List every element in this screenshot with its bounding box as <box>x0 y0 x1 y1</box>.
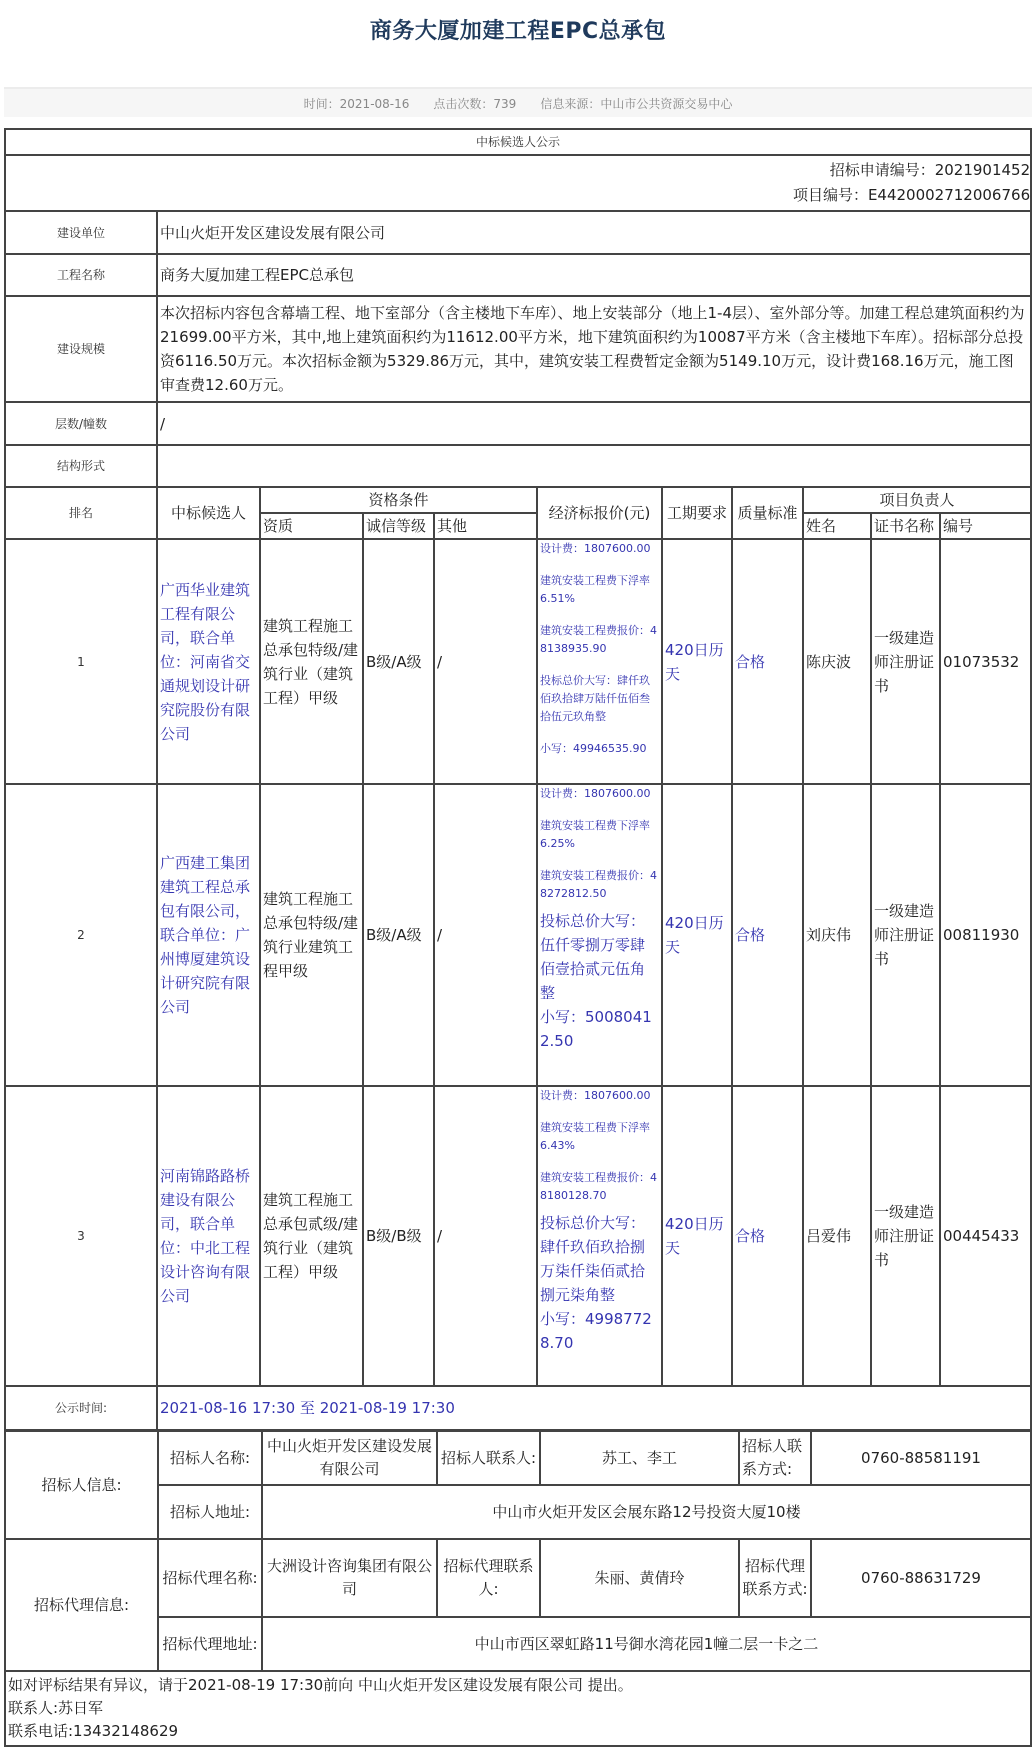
tenderer-contact-label: 招标人联系人: <box>437 1431 540 1485</box>
contact-info-table <box>4 1430 1032 1747</box>
objection-notice <box>5 1671 1031 1746</box>
field-label: 工程名称 <box>5 254 157 296</box>
candidate-price <box>537 784 662 1086</box>
field-value: 商务大厦加建工程EPC总承包 <box>157 254 1031 296</box>
manager-name: 刘庆伟 <box>803 784 871 1086</box>
header-rank: 排名 <box>5 487 157 539</box>
candidate-qualification: 建筑工程施工总承包特级/建筑行业（建筑工程）甲级 <box>260 539 363 784</box>
header-cert: 证书名称 <box>871 513 940 539</box>
manager-cert: 一级建造师注册证书 <box>871 784 940 1086</box>
table-caption: 中标候选人公示 <box>5 129 1031 155</box>
agent-contact-label: 招标代理联系人: <box>437 1539 540 1617</box>
candidate-row <box>5 1086 1031 1386</box>
manager-cert-no: 00445433 <box>940 1086 1031 1386</box>
field-row <box>5 254 1031 296</box>
candidate-period: 420日历天 <box>662 1086 732 1386</box>
tenderer-phone: 0760-88581191 <box>811 1431 1031 1485</box>
install-quote: 建筑安装工程费报价：48138935.90 <box>540 624 657 655</box>
candidate-quality: 合格 <box>732 1086 803 1386</box>
design-fee: 设计费：1807600.00 <box>540 1089 651 1102</box>
candidate-header-row <box>5 487 1031 513</box>
discount-rate: 建筑安装工程费下浮率6.25% <box>540 819 650 850</box>
candidate-name-link[interactable]: 广西建工集团建筑工程总承包有限公司，联合单位：广州博厦建筑设计研究院有限公司 <box>157 784 260 1086</box>
field-row <box>5 296 1031 402</box>
candidate-name-link[interactable]: 河南锦路路桥建设有限公司，联合单位：中北工程设计咨询有限公司 <box>157 1086 260 1386</box>
candidate-qualification: 建筑工程施工总承包贰级/建筑行业（建筑工程）甲级 <box>260 1086 363 1386</box>
candidate-price <box>537 539 662 784</box>
publicity-period: 2021-08-16 17:30 至 2021-08-19 17:30 <box>157 1386 1031 1430</box>
field-label: 层数/幢数 <box>5 402 157 445</box>
total-in-words: 投标总价大写：伍仟零捌万零肆佰壹拾贰元伍角整 <box>540 912 646 1002</box>
candidate-rank: 2 <box>5 784 157 1086</box>
project-number: 项目编号：E4420002712006766 <box>792 186 1031 204</box>
design-fee: 设计费：1807600.00 <box>540 787 651 800</box>
candidate-quality: 合格 <box>732 539 803 784</box>
agent-name-label: 招标代理名称: <box>158 1539 262 1617</box>
design-fee: 设计费：1807600.00 <box>540 542 651 555</box>
candidate-period: 420日历天 <box>662 784 732 1086</box>
total-number: 小写：50080412.50 <box>540 1008 652 1050</box>
total-in-words: 投标总价大写：肆仟玖佰玖拾捌万柒仟柒佰贰拾捌元柒角整 <box>540 1214 646 1304</box>
agent-phone-label: 招标代理联系方式: <box>739 1539 811 1617</box>
candidate-other: / <box>434 539 537 784</box>
field-value <box>157 445 1031 487</box>
candidate-credit: B级/A级 <box>363 539 434 784</box>
tenderer-name-label: 招标人名称: <box>158 1431 262 1485</box>
header-qualification: 资质 <box>260 513 363 539</box>
candidate-quality: 合格 <box>732 784 803 1086</box>
header-other: 其他 <box>434 513 537 539</box>
header-candidate: 中标候选人 <box>157 487 260 539</box>
header-credit: 诚信等级 <box>363 513 434 539</box>
candidate-qualification: 建筑工程施工总承包特级/建筑行业建筑工程甲级 <box>260 784 363 1086</box>
meta-bar <box>4 87 1032 117</box>
tenderer-name: 中山火炬开发区建设发展有限公司 <box>262 1431 437 1485</box>
tenderer-contact: 苏工、李工 <box>540 1431 739 1485</box>
announcement-table <box>4 128 1032 1431</box>
notice-text: 如对评标结果有异议，请于2021-08-19 17:30前向 中山火炬开发区建设发展有限公司 提出。 <box>8 1676 633 1694</box>
candidate-other: / <box>434 784 537 1086</box>
notice-phone: 联系电话:13432148629 <box>8 1722 179 1740</box>
total-in-words: 投标总价大写：肆仟玖佰玖拾肆万陆仟伍佰叁拾伍元玖角整 <box>540 674 650 723</box>
total-number: 小写：49946535.90 <box>540 742 647 755</box>
field-value: / <box>157 402 1031 445</box>
info-source: 信息来源：中山市公共资源交易中心 <box>540 96 733 111</box>
candidate-rank: 3 <box>5 1086 157 1386</box>
header-number: 编号 <box>940 513 1031 539</box>
agent-contact: 朱丽、黄倩玲 <box>540 1539 739 1617</box>
header-period: 工期要求 <box>662 487 732 539</box>
manager-name: 吕爱伟 <box>803 1086 871 1386</box>
publish-time: 时间：2021-08-16 <box>303 96 410 111</box>
header-quality: 质量标准 <box>732 487 803 539</box>
agent-address-label: 招标代理地址: <box>158 1617 262 1671</box>
manager-cert: 一级建造师注册证书 <box>871 539 940 784</box>
tenderer-address: 中山市火炬开发区会展东路12号投资大厦10楼 <box>262 1485 1031 1539</box>
install-quote: 建筑安装工程费报价：48180128.70 <box>540 1171 657 1202</box>
candidate-other: / <box>434 1086 537 1386</box>
tenderer-address-label: 招标人地址: <box>158 1485 262 1539</box>
manager-cert-no: 01073532 <box>940 539 1031 784</box>
click-count: 点击次数：739 <box>433 96 517 111</box>
field-row <box>5 211 1031 254</box>
install-quote: 建筑安装工程费报价：48272812.50 <box>540 869 657 900</box>
publicity-label: 公示时间: <box>5 1386 157 1430</box>
field-label: 结构形式 <box>5 445 157 487</box>
application-number: 招标申请编号：2021901452 <box>829 161 1031 179</box>
publicity-row <box>5 1386 1031 1430</box>
candidate-rank: 1 <box>5 539 157 784</box>
manager-cert: 一级建造师注册证书 <box>871 1086 940 1386</box>
field-label: 建设规模 <box>5 296 157 402</box>
field-label: 建设单位 <box>5 211 157 254</box>
field-row <box>5 445 1031 487</box>
candidate-row <box>5 539 1031 784</box>
header-qualification-group: 资格条件 <box>260 487 537 513</box>
header-name: 姓名 <box>803 513 871 539</box>
notice-contact: 联系人:苏日军 <box>8 1699 104 1717</box>
tenderer-section-label: 招标人信息: <box>5 1431 158 1539</box>
agent-section-label: 招标代理信息: <box>5 1539 158 1671</box>
agent-address: 中山市西区翠虹路11号御水湾花园1幢二层一卡之二 <box>262 1617 1031 1671</box>
project-numbers <box>5 155 1031 211</box>
candidate-name-link[interactable]: 广西华业建筑工程有限公司，联合单位：河南省交通规划设计研究院股份有限公司 <box>157 539 260 784</box>
manager-cert-no: 00811930 <box>940 784 1031 1086</box>
header-price: 经济标报价(元) <box>537 487 662 539</box>
total-number: 小写：49987728.70 <box>540 1310 652 1352</box>
candidate-row <box>5 784 1031 1086</box>
candidate-credit: B级/A级 <box>363 784 434 1086</box>
agent-phone: 0760-88631729 <box>811 1539 1031 1617</box>
field-value: 中山火炬开发区建设发展有限公司 <box>157 211 1031 254</box>
field-row <box>5 402 1031 445</box>
page-title: 商务大厦加建工程EPC总承包 <box>369 19 667 44</box>
candidate-price <box>537 1086 662 1386</box>
header-manager-group: 项目负责人 <box>803 487 1031 513</box>
manager-name: 陈庆波 <box>803 539 871 784</box>
agent-name: 大洲设计咨询集团有限公司 <box>262 1539 437 1617</box>
tenderer-phone-label: 招标人联系方式: <box>739 1431 811 1485</box>
field-value: 本次招标内容包含幕墙工程、地下室部分（含主楼地下车库）、地上安装部分（地上1-4层）、室外部分等。加建工程总建筑面积约为21699.00平方米，其中,地上建筑面积约为11612.00平方米，地下建筑面积约为10087平方米（含主楼地下车库）。招标部分总投资6116.50万元。本次招标金额为5329.86万元，其中，建筑安装工程费暂定金额为5149.10万元，设计费168.16万元，施工图审查费12.60万元。 <box>157 296 1031 402</box>
discount-rate: 建筑安装工程费下浮率6.43% <box>540 1121 650 1152</box>
candidate-period: 420日历天 <box>662 539 732 784</box>
discount-rate: 建筑安装工程费下浮率6.51% <box>540 574 650 605</box>
candidate-credit: B级/B级 <box>363 1086 434 1386</box>
